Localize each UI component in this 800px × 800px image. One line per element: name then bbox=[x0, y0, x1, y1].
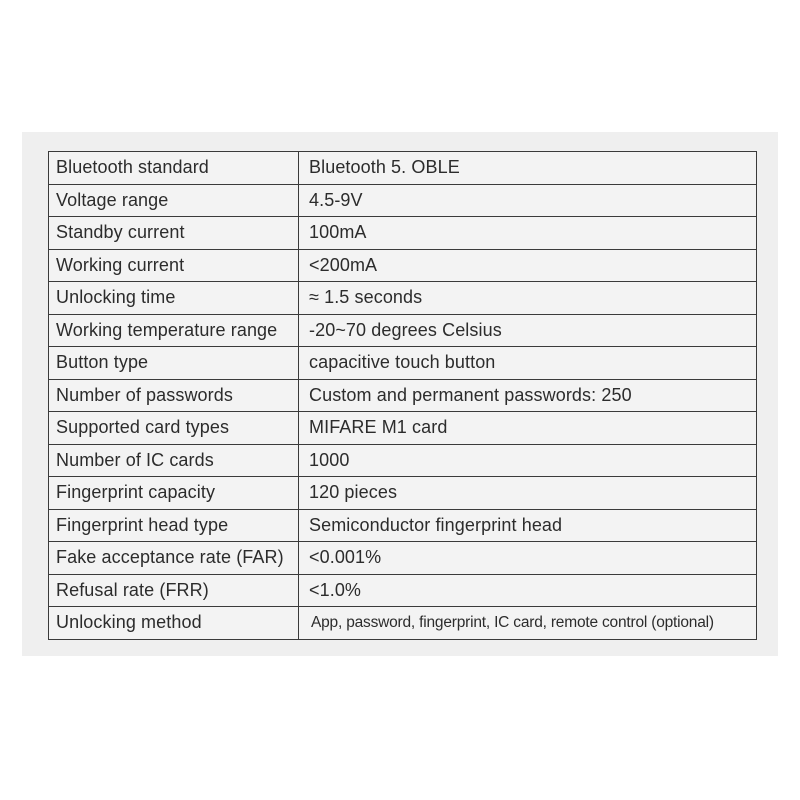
table-row bbox=[49, 217, 757, 250]
spec-value: <0.001% bbox=[299, 542, 757, 575]
spec-value: Bluetooth 5. OBLE bbox=[299, 152, 757, 185]
spec-value: 100mA bbox=[299, 217, 757, 250]
table-row bbox=[49, 282, 757, 315]
spec-value: Semiconductor fingerprint head bbox=[299, 509, 757, 542]
spec-parameter: Fingerprint capacity bbox=[49, 477, 299, 510]
spec-value: 4.5-9V bbox=[299, 184, 757, 217]
table-row bbox=[49, 477, 757, 510]
spec-parameter: Fake acceptance rate (FAR) bbox=[49, 542, 299, 575]
table-row bbox=[49, 379, 757, 412]
spec-parameter: Unlocking time bbox=[49, 282, 299, 315]
spec-value: <1.0% bbox=[299, 574, 757, 607]
table-row bbox=[49, 509, 757, 542]
spec-parameter: Unlocking method bbox=[49, 607, 299, 640]
table-row bbox=[49, 249, 757, 282]
spec-parameter: Bluetooth standard bbox=[49, 152, 299, 185]
spec-parameter: Number of IC cards bbox=[49, 444, 299, 477]
table-row bbox=[49, 314, 757, 347]
spec-value: ≈ 1.5 seconds bbox=[299, 282, 757, 315]
table-row bbox=[49, 607, 757, 640]
table-row bbox=[49, 542, 757, 575]
spec-parameter: Refusal rate (FRR) bbox=[49, 574, 299, 607]
spec-value: <200mA bbox=[299, 249, 757, 282]
spec-table bbox=[48, 151, 757, 640]
spec-value: App, password, fingerprint, IC card, remote control (optional) bbox=[299, 607, 757, 640]
spec-parameter: Standby current bbox=[49, 217, 299, 250]
spec-parameter: Fingerprint head type bbox=[49, 509, 299, 542]
spec-value: -20~70 degrees Celsius bbox=[299, 314, 757, 347]
spec-parameter: Number of passwords bbox=[49, 379, 299, 412]
spec-value: capacitive touch button bbox=[299, 347, 757, 380]
spec-parameter: Voltage range bbox=[49, 184, 299, 217]
table-row bbox=[49, 444, 757, 477]
table-row bbox=[49, 347, 757, 380]
spec-value: 120 pieces bbox=[299, 477, 757, 510]
table-row bbox=[49, 574, 757, 607]
spec-value: 1000 bbox=[299, 444, 757, 477]
table-row bbox=[49, 184, 757, 217]
spec-value: Custom and permanent passwords: 250 bbox=[299, 379, 757, 412]
table-row bbox=[49, 412, 757, 445]
spec-parameter: Supported card types bbox=[49, 412, 299, 445]
spec-value: MIFARE M1 card bbox=[299, 412, 757, 445]
table-row bbox=[49, 152, 757, 185]
spec-parameter: Working current bbox=[49, 249, 299, 282]
spec-parameter: Working temperature range bbox=[49, 314, 299, 347]
spec-parameter: Button type bbox=[49, 347, 299, 380]
